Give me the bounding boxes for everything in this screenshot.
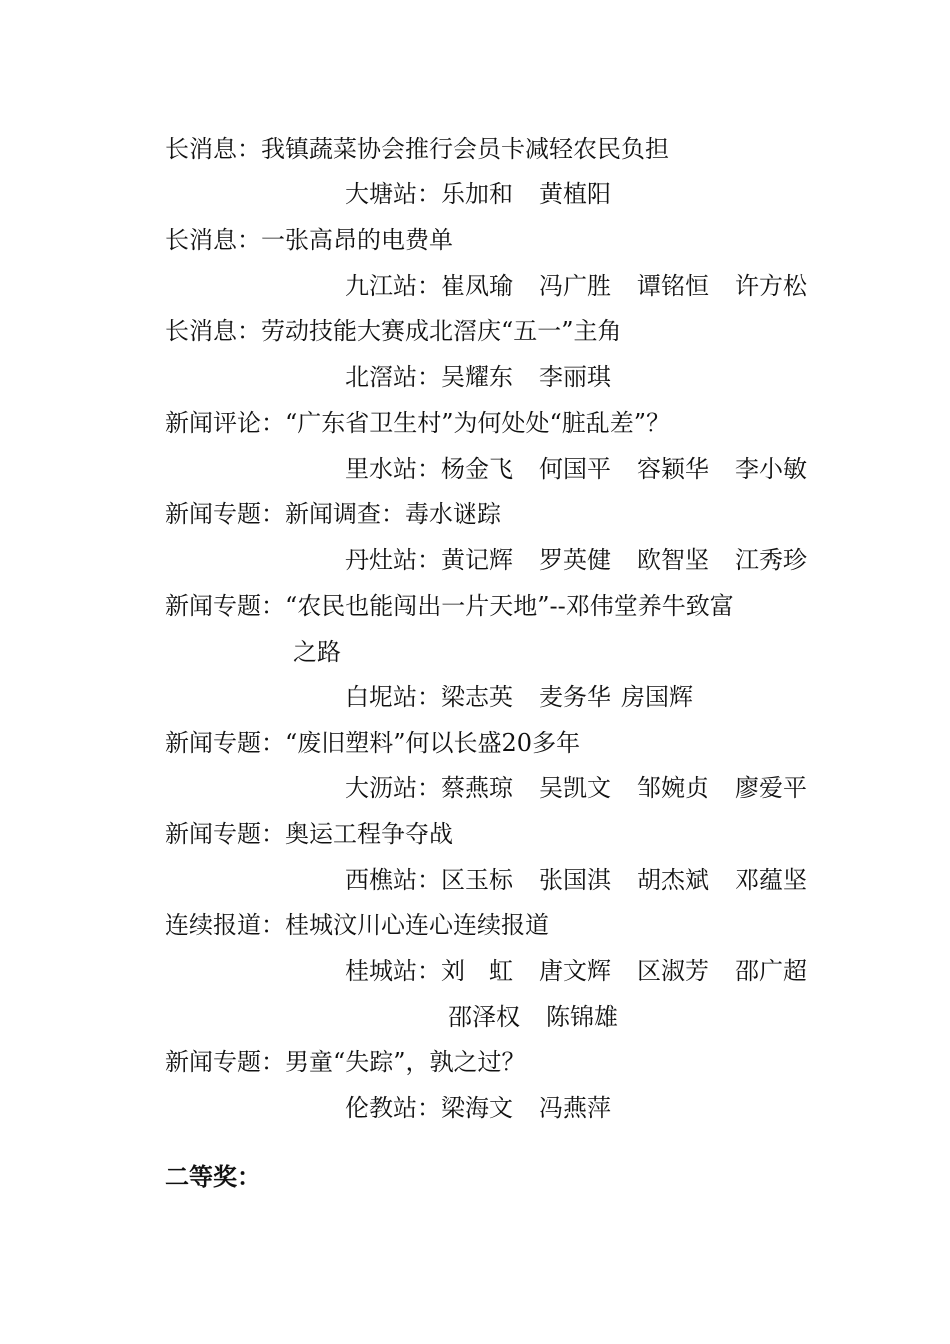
- entry-title-line: [165, 731, 580, 755]
- entry-title-continuation: [293, 640, 341, 664]
- author-name: 区淑芳: [637, 957, 709, 985]
- author-name: 张国淇: [539, 866, 611, 894]
- author-name: 许方松: [735, 272, 807, 300]
- author-name: 江秀珍: [735, 546, 807, 574]
- author-name: 冯广胜: [539, 272, 611, 300]
- station-label: 里水站：: [345, 455, 441, 483]
- entry-station-line: [345, 274, 807, 298]
- author-name: 杨金飞: [441, 455, 513, 483]
- entry-category: 新闻专题：: [165, 820, 285, 848]
- entry-title: 男童“失踪”，孰之过？: [285, 1048, 526, 1076]
- entry-station-line: [345, 685, 693, 709]
- entry-title-line: [165, 913, 549, 937]
- author-name: 房国辉: [621, 683, 693, 711]
- entry-title: 桂城汶川心连心连续报道: [285, 911, 549, 939]
- entry-category: 新闻评论：: [165, 409, 285, 437]
- author-name: 崔凤瑜: [441, 272, 513, 300]
- author-name: 廖爱平: [735, 774, 807, 802]
- station-label: 西樵站：: [345, 866, 441, 894]
- entry-title: “广东省卫生村”为何处处“脏乱差”？: [285, 409, 671, 437]
- entry-station-line: [345, 457, 807, 481]
- author-name: 黄记辉: [441, 546, 513, 574]
- section-heading: 二等奖：: [165, 1163, 261, 1191]
- entry-category: 长消息：: [165, 317, 261, 345]
- author-name: 胡杰斌: [637, 866, 709, 894]
- author-name: 李小敏: [735, 455, 807, 483]
- entry-station-line: [345, 365, 611, 389]
- entry-category: 新闻专题：: [165, 592, 285, 620]
- entry-station-line: [345, 182, 611, 206]
- author-name: 梁志英: [441, 683, 513, 711]
- author-name: 唐文辉: [539, 957, 611, 985]
- entry-station-line: [345, 959, 807, 983]
- entry-title-cont: 之路: [293, 638, 341, 666]
- station-label: 大沥站：: [345, 774, 441, 802]
- station-label: 桂城站：: [345, 957, 441, 985]
- entry-title-line: [165, 228, 453, 252]
- station-label: 九江站：: [345, 272, 441, 300]
- entry-category: 连续报道：: [165, 911, 285, 939]
- author-name: 李丽琪: [539, 363, 611, 391]
- entry-category: 新闻专题：: [165, 729, 285, 757]
- entry-title: 我镇蔬菜协会推行会员卡减轻农民负担: [261, 135, 669, 163]
- author-name: 邓蕴坚: [735, 866, 807, 894]
- station-label: 白坭站：: [345, 683, 441, 711]
- entry-station-line: [345, 776, 807, 800]
- entry-title: “废旧塑料”何以长盛20多年: [285, 729, 581, 757]
- author-name: 吴凯文: [539, 774, 611, 802]
- entry-station-line: [345, 548, 807, 572]
- author-name: 邹婉贞: [637, 774, 709, 802]
- entry-title-line: [165, 137, 669, 161]
- entry-title: 新闻调查：毒水谜踪: [285, 500, 501, 528]
- entry-title-line: [165, 502, 501, 526]
- entry-category: 长消息：: [165, 135, 261, 163]
- author-name: 区玉标: [441, 866, 513, 894]
- entry-category: 新闻专题：: [165, 500, 285, 528]
- author-name: 何国平: [539, 455, 611, 483]
- author-name: 冯燕萍: [539, 1094, 611, 1122]
- entry-title-line: [165, 411, 670, 435]
- author-name: 蔡燕琼: [441, 774, 513, 802]
- entry-category: 长消息：: [165, 226, 261, 254]
- station-label: 伦教站：: [345, 1094, 441, 1122]
- author-name: 邵泽权: [448, 1003, 520, 1031]
- author-name: 谭铭恒: [637, 272, 709, 300]
- author-name: 罗英健: [539, 546, 611, 574]
- author-name: 梁海文: [441, 1094, 513, 1122]
- author-name: 陈锦雄: [546, 1003, 618, 1031]
- author-name: 欧智坚: [637, 546, 709, 574]
- entry-title-line: [165, 319, 622, 343]
- entry-title: 奥运工程争夺战: [285, 820, 453, 848]
- author-name: 乐加和: [441, 180, 513, 208]
- entry-station-line: [345, 1096, 611, 1120]
- author-name: 容颖华: [637, 455, 709, 483]
- entry-title: 一张高昂的电费单: [261, 226, 453, 254]
- author-name: 黄植阳: [539, 180, 611, 208]
- entry-title: “农民也能闯出一片天地”--邓伟堂养牛致富: [285, 592, 734, 620]
- station-label: 大塘站：: [345, 180, 441, 208]
- entry-title-line: [165, 822, 453, 846]
- author-name: 邵广超: [735, 957, 807, 985]
- author-name: 吴耀东: [441, 363, 513, 391]
- station-label: 丹灶站：: [345, 546, 441, 574]
- entry-title-line: [165, 1050, 526, 1074]
- entry-names-continuation: [448, 1005, 618, 1029]
- entry-title: 劳动技能大赛成北滘庆“五一”主角: [261, 317, 622, 345]
- author-name: 麦务华: [539, 683, 611, 711]
- entry-station-line: [345, 868, 807, 892]
- entry-title-line: [165, 594, 734, 618]
- station-label: 北滘站：: [345, 363, 441, 391]
- author-name: 刘 虹: [441, 957, 513, 985]
- entry-category: 新闻专题：: [165, 1048, 285, 1076]
